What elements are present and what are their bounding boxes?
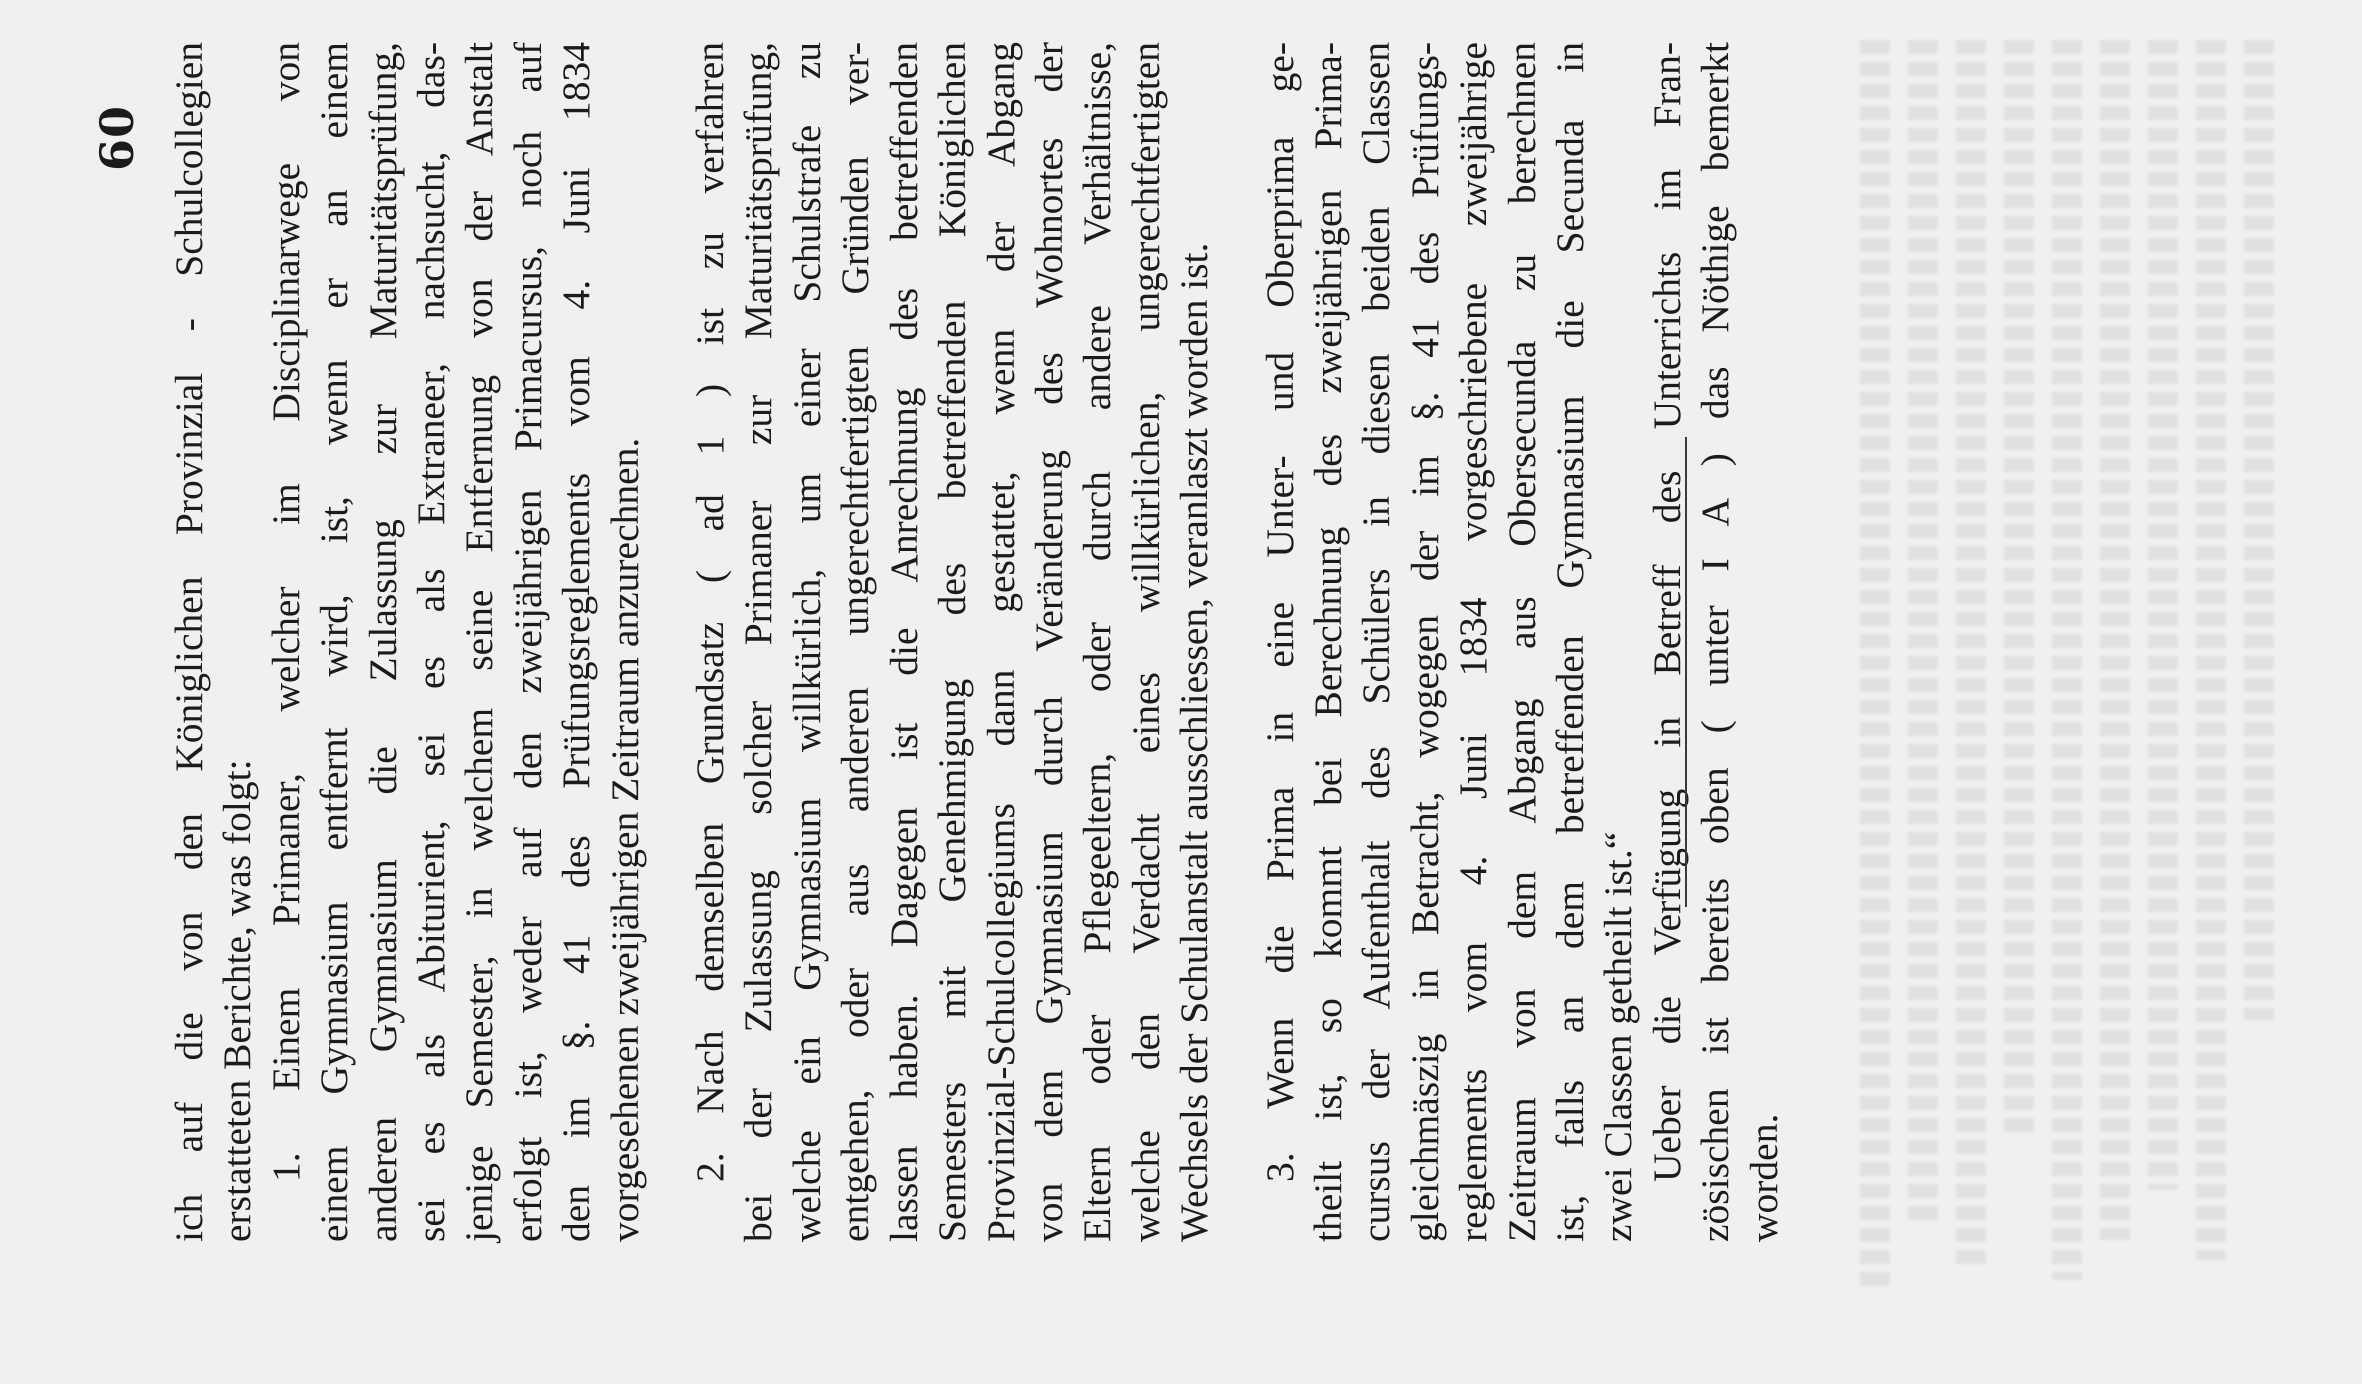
paragraph-1: [262, 42, 649, 1242]
text-line: anderen Gymnasium die Zulassung zur Maturitätsprüfung,: [360, 42, 405, 1242]
paragraph-intro: [165, 42, 262, 1242]
text-line: Zeitraum von dem Abgang aus Obersecunda zu berechnen: [1499, 42, 1544, 1242]
text-line: 3. Wenn die Prima in eine Unter- und Oberprima ge-: [1257, 42, 1302, 1182]
text-line: einem Gymnasium entfernt wird, ist, wenn er an einem: [312, 42, 357, 1242]
paragraph-4: [1643, 42, 1788, 1242]
text-line: erstatteten Berichte, was folgt:: [215, 759, 260, 1242]
text-line: ist, falls an dem betreffenden Gymnasium die Secunda in: [1547, 42, 1592, 1242]
text-line: Semesters mit Genehmigung des betreffenden Königlichen: [930, 42, 975, 1242]
text-line: sei es als Abiturient, sei es als Extraneer, nachsucht, das-: [409, 42, 454, 1242]
page-number: 60: [90, 104, 144, 171]
section-separator-rule: [1685, 437, 1687, 907]
text-line: Eltern oder Pflegeeltern, oder durch andere Verhältnisse,: [1075, 42, 1120, 1242]
text-line: lassen haben. Dagegen ist die Anrechnung des betreffenden: [881, 42, 926, 1242]
text-line: Provinzial-Schulcollegiums dann gestattet, wenn der Abgang: [978, 42, 1023, 1242]
text-line: worden.: [1741, 1113, 1786, 1242]
paragraph-spacer: [1219, 42, 1256, 1242]
text-line: 1. Einem Primaner, welcher im Disciplinarwege von: [263, 42, 308, 1182]
text-line: Wechsels der Schulanstalt ausschliessen, veranlaszt worden ist.: [1172, 242, 1217, 1242]
text-line: den im §. 41 des Prüfungsreglements vom 4. Juni 1834: [554, 42, 599, 1242]
paragraph-2: [686, 42, 1218, 1242]
bleed-through-shadow: [1860, 40, 2300, 1340]
text-line: cursus der Aufenthalt des Schülers in diesen beiden Classen: [1354, 42, 1399, 1242]
text-line: Ueber die Verfügung in Betreff des Unterrichts im Fran-: [1644, 42, 1689, 1182]
text-line: jenige Semester, in welchem seine Entfernung von der Anstalt: [457, 42, 502, 1242]
text-line: von dem Gymnasium durch Veränderung des Wohnortes der: [1026, 42, 1071, 1242]
text-line: zwei Classen getheilt ist.“: [1596, 831, 1641, 1242]
rotated-text-block: [90, 42, 1788, 1242]
text-line: vorgesehenen zweijährigen Zeitraum anzurechnen.: [602, 437, 647, 1242]
text-line: zösischen ist bereits oben ( unter I A ) das Nöthige bemerkt: [1693, 42, 1738, 1242]
text-line: ich auf die von den Königlichen Provinzial - Schulcollegien: [167, 42, 211, 1242]
text-line: reglements vom 4. Juni 1834 vorgeschriebene zweijährige: [1451, 42, 1496, 1242]
text-line: erfolgt ist, weder auf den zweijährigen Primacursus, noch auf: [505, 42, 550, 1242]
text-line: entgehen, oder aus anderen ungerechtfertigten Gründen ver-: [833, 42, 878, 1242]
paragraph-spacer: [649, 42, 686, 1242]
text-line: welche ein Gymnasium willkürlich, um einer Schulstrafe zu: [784, 42, 829, 1242]
text-line: welche den Verdacht eines willkürlichen, ungerechtfertigten: [1123, 42, 1168, 1242]
text-line: 2. Nach demselben Grundsatz ( ad 1 ) ist zu verfahren: [688, 42, 733, 1182]
paragraph-3: [1256, 42, 1643, 1242]
text-line: gleichmäszig in Betracht, wogegen der im §. 41 des Prüfungs-: [1402, 42, 1447, 1242]
text-line: bei der Zulassung solcher Primaner zur Maturitätsprüfung,: [736, 42, 781, 1242]
text-line: theilt ist, so kommt bei Berechnung des zweijährigen Prima-: [1305, 42, 1350, 1242]
